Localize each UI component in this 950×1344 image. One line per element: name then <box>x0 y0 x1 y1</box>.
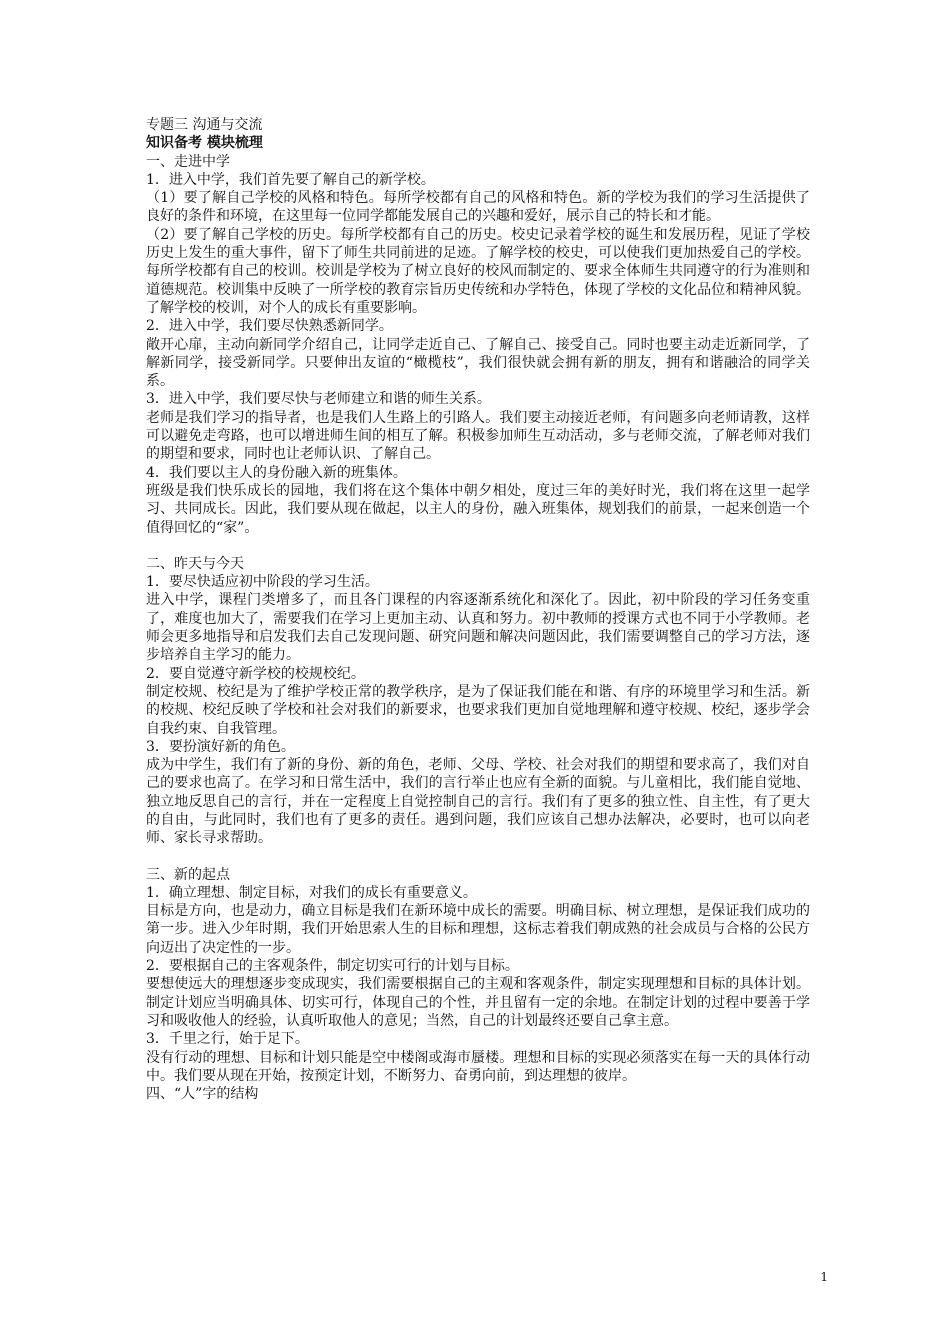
item-heading: 1．进入中学，我们首先要了解自己的新学校。 <box>146 171 435 188</box>
doc-subtitle: 知识备考 模块梳理 <box>146 135 263 152</box>
item-heading: 2．进入中学，我们要尽快熟悉新同学。 <box>146 318 393 335</box>
section-heading: 一、走进中学 <box>146 153 230 170</box>
section-heading: 四、“人”字的结构 <box>146 1086 259 1103</box>
paragraph: 老师是我们学习的指导者，也是我们人生路上的引路人。我们要主动接近老师，有问题多向老师请教，这样可以避免走弯路，也可以增进师生间的相互了解。积极参加师生互动活动，多与老师交流，了解老师对我们的期望和要求，同时也让老师认识、了解自己。 <box>146 409 810 463</box>
document-body <box>146 116 810 1103</box>
paragraph: 没有行动的理想、目标和计划只能是空中楼阁或海市蜃楼。理想和目标的实现必须落实在每一天的具体行动中。我们要从现在开始，按预定计划，不断努力、奋勇向前，到达理想的彼岸。 <box>146 1049 810 1084</box>
paragraph: （2）要了解自己学校的历史。每所学校都有自己的历史。校史记录着学校的诞生和发展历程，见证了学校历史上发生的重大事件，留下了师生共同前进的足迹。了解学校的校史，可以使我们更加热爱自己的学校。每所学校都有自己的校训。校训是学校为了树立良好的校风而制定的、要求全体师生共同遵守的行为准则和道德规范。校训集中反映了一所学校的教育宗旨历史传统和办学特色，体现了学校的文化品位和精神风貌。了解学校的校训，对个人的成长有重要影响。 <box>146 226 810 316</box>
paragraph: 目标是方向，也是动力，确立目标是我们在新环境中成长的需要。明确目标、树立理想，是保证我们成功的第一步。进入少年时期，我们开始思索人生的目标和理想，这标志着我们朝成熟的社会成员与合格的公民方向迈出了决定性的一步。 <box>146 903 810 956</box>
paragraph: （1）要了解自己学校的风格和特色。每所学校都有自己的风格和特色。新的学校为我们的学习生活提供了良好的条件和环境，在这里每一位同学都能发展自己的兴趣和爱好，展示自己的特长和才能。 <box>146 190 810 225</box>
item-heading: 3．千里之行，始于足下。 <box>146 1031 309 1048</box>
paragraph: 成为中学生，我们有了新的身份、新的角色，老师、父母、学校、社会对我们的期望和要求高了，我们对自己的要求也高了。在学习和日常生活中，我们的言行举止也应有全新的面貌。与儿童相比，我们能自觉地、独立地反思自己的言行，并在一定程度上自觉控制自己的言行。我们有了更多的独立性、自主性，有了更大的自由，与此同时，我们也有了更多的责任。遇到问题，我们应该自己想办法解决，必要时，也可以向老师、家长寻求帮助。 <box>146 757 810 847</box>
item-heading: 2．要根据自己的主客观条件，制定切实可行的计划与目标。 <box>146 958 519 975</box>
item-heading: 3．要扮演好新的角色。 <box>146 738 295 755</box>
item-heading: 3．进入中学，我们要尽快与老师建立和谐的师生关系。 <box>146 391 491 408</box>
section-heading: 二、昨天与今天 <box>146 555 244 572</box>
item-heading: 1．确立理想、制定目标，对我们的成长有重要意义。 <box>146 884 477 901</box>
page-number: 1 <box>820 1270 828 1284</box>
section-heading: 三、新的起点 <box>146 866 230 883</box>
paragraph: 制定校规、校纪是为了维护学校正常的教学秩序，是为了保证我们能在和谐、有序的环境里学习和生活。新的校规、校纪反映了学校和社会对我们的新要求，也要求我们更加自觉地理解和遵守校规、校纪，逐步学会自我约束、自我管理。 <box>146 683 810 737</box>
paragraph: 班级是我们快乐成长的园地，我们将在这个集体中朝夕相处，度过三年的美好时光，我们将在这里一起学习、共同成长。因此，我们要从现在做起，以主人的身份，融入班集体，规划我们的前景，一起来创造一个值得回忆的“家”。 <box>146 482 810 536</box>
item-heading: 4．我们要以主人的身份融入新的班集体。 <box>146 464 407 481</box>
item-heading: 2．要自觉遵守新学校的校规校纪。 <box>146 665 365 682</box>
paragraph: 要想使远大的理想逐步变成现实，我们需要根据自己的主观和客观条件，制定实现理想和目标的具体计划。制定计划应当明确具体、切实可行，体现自己的个性，并且留有一定的余地。在制定计划的过程中要善于学习和吸收他人的经验，认真听取他人的意见；当然，自己的计划最终还要自己拿主意。 <box>146 976 810 1029</box>
spacer <box>146 537 810 555</box>
doc-title: 专题三 沟通与交流 <box>146 117 263 133</box>
paragraph: 敞开心扉，主动向新同学介绍自己，让同学走近自己、了解自己、接受自己。同时也要主动走近新同学，了解新同学，接受新同学。只要伸出友谊的“橄榄枝”，我们很快就会拥有新的朋友，拥有和谐融洽的同学关系。 <box>146 336 810 390</box>
spacer <box>146 848 810 866</box>
paragraph: 进入中学，课程门类增多了，而且各门课程的内容逐渐系统化和深化了。因此，初中阶段的学习任务变重了，难度也加大了，需要我们在学习上更加主动、认真和努力。初中教师的授课方式也不同于小学教师。老师会更多地指导和启发我们去自己发现问题、研究问题和解决问题因此，我们需要调整自己的学习方法，逐步培养自主学习的能力。 <box>146 592 810 664</box>
item-heading: 1．要尽快适应初中阶段的学习生活。 <box>146 574 379 591</box>
